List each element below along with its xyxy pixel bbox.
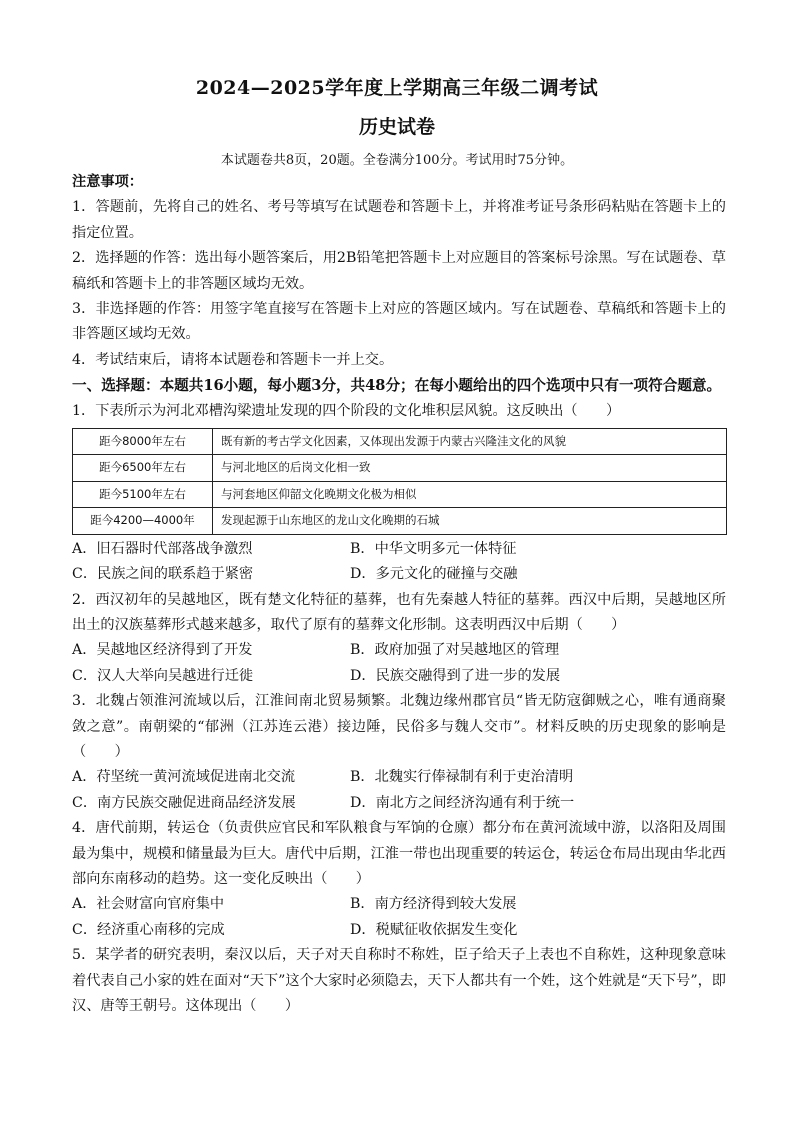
option-d: D．民族交融得到了进一步的发展 [350, 667, 561, 684]
notice-heading: 注意事项： [72, 174, 143, 190]
option-c: C．汉人大举向吴越进行迁徙 [72, 667, 254, 684]
table-row [73, 508, 727, 534]
table-row [73, 455, 727, 481]
question-options [72, 638, 726, 689]
table-cell: 发现起源于山东地区的龙山文化晚期的石城 [213, 508, 727, 534]
question-stem: 1．下表所示为河北邓槽沟梁遗址发现的四个阶段的文化堆积层风貌。这反映出（ ） [72, 402, 621, 419]
option-a: A．苻坚统一黄河流域促进南北交流 [72, 769, 296, 786]
table-cell: 距今5100年左右 [73, 481, 213, 507]
table-cell: 与河北地区的后岗文化相一致 [213, 455, 727, 481]
table-cell: 既有新的考古学文化因素，又体现出发源于内蒙古兴隆洼文化的风貌 [213, 429, 727, 455]
table-row [73, 481, 727, 507]
question-stem: 4．唐代前期，转运仓（负责供应官民和军队粮食与军饷的仓廪）都分布在黄河流域中游，以洛阳及周围最为集中，规模和储量最为巨大。唐代中后期，江淮一带也出现重要的转运仓，转运仓布局出现由华北西部向东南移动的趋势。这一变化反映出（ ） [72, 820, 726, 887]
option-b: B．中华文明多元一体特征 [350, 540, 517, 557]
option-c: C．民族之间的联系趋于紧密 [72, 566, 254, 583]
table-cell: 与河套地区仰韶文化晚期文化极为相似 [213, 481, 727, 507]
question-table [72, 428, 726, 535]
exam-title: 2024—2025学年度上学期高三年级二调考试 [195, 77, 599, 99]
option-d: D．南北方之间经济沟通有利于统一 [350, 794, 575, 811]
exam-body [72, 170, 726, 1019]
notice-item: 4．考试结束后，请将本试题卷和答题卡一并上交。 [72, 351, 394, 368]
table-cell: 距今8000年左右 [73, 429, 213, 455]
option-a: A．旧石器时代部落战争激烈 [72, 540, 253, 557]
option-c: C．经济重心南移的完成 [72, 921, 225, 938]
question-options [72, 765, 726, 816]
table-cell: 距今6500年左右 [73, 455, 213, 481]
question-options [72, 537, 726, 588]
notice-item: 3．非选择题的作答：用签字笔直接写在答题卡上对应的答题区域内。写在试题卷、草稿纸和答题卡上的非答题区域均无效。 [72, 301, 726, 343]
question-stem: 3．北魏占领淮河流域以后，江淮间南北贸易频繁。北魏边缘州郡官员“皆无防寇御贼之心，唯有通商聚敛之意”。南朝梁的“郁洲（江苏连云港）接边陲，民俗多与魏人交市”。材料反映的历史现象的影响是（ ） [72, 693, 726, 760]
option-c: C．南方民族交融促进商品经济发展 [72, 794, 296, 811]
question-stem: 2．西汉初年的吴越地区，既有楚文化特征的墓葬，也有先秦越人特征的墓葬。西汉中后期，吴越地区所出土的汉族墓葬形式越来越多，取代了原有的墓葬文化形制。这表明西汉中后期（ ） [72, 591, 726, 633]
table-cell: 距今4200—4000年 [73, 508, 213, 534]
exam-subject: 历史试卷 [358, 116, 435, 138]
option-d: D．多元文化的碰撞与交融 [350, 566, 518, 583]
exam-meta: 本试题卷共8页，20题。全卷满分100分。考试用时75分钟。 [220, 153, 574, 168]
option-b: B．北魏实行俸禄制有利于吏治清明 [350, 769, 574, 786]
notice-item: 1．答题前，先将自己的姓名、考号等填写在试题卷和答题卡上，并将准考证号条形码粘贴在答题卡上的指定位置。 [72, 199, 726, 241]
option-b: B．南方经济得到较大发展 [350, 896, 517, 913]
question-stem: 5．某学者的研究表明，秦汉以后，天子对天自称时不称姓，臣子给天子上表也不自称姓，这种现象意味着代表自己小家的姓在面对“天下”这个大家时必须隐去，天下人都共有一个姓，这个姓就是“天下号”，即汉、唐等王朝号。这体现出（ ） [72, 947, 726, 1014]
question-options [72, 892, 726, 943]
table-row [73, 429, 727, 455]
section-heading: 一、选择题：本题共16小题，每小题3分，共48分；在每小题给出的四个选项中只有一项符合题意。 [72, 377, 722, 395]
option-d: D．税赋征收依据发生变化 [350, 921, 518, 938]
option-a: A．社会财富向官府集中 [72, 896, 225, 913]
option-b: B．政府加强了对吴越地区的管理 [350, 642, 560, 659]
notice-item: 2．选择题的作答：选出每小题答案后，用2B铅笔把答题卡上对应题目的答案标号涂黑。写在试题卷、草稿纸和答题卡上的非答题区域均无效。 [72, 250, 726, 292]
option-a: A．吴越地区经济得到了开发 [72, 642, 253, 659]
